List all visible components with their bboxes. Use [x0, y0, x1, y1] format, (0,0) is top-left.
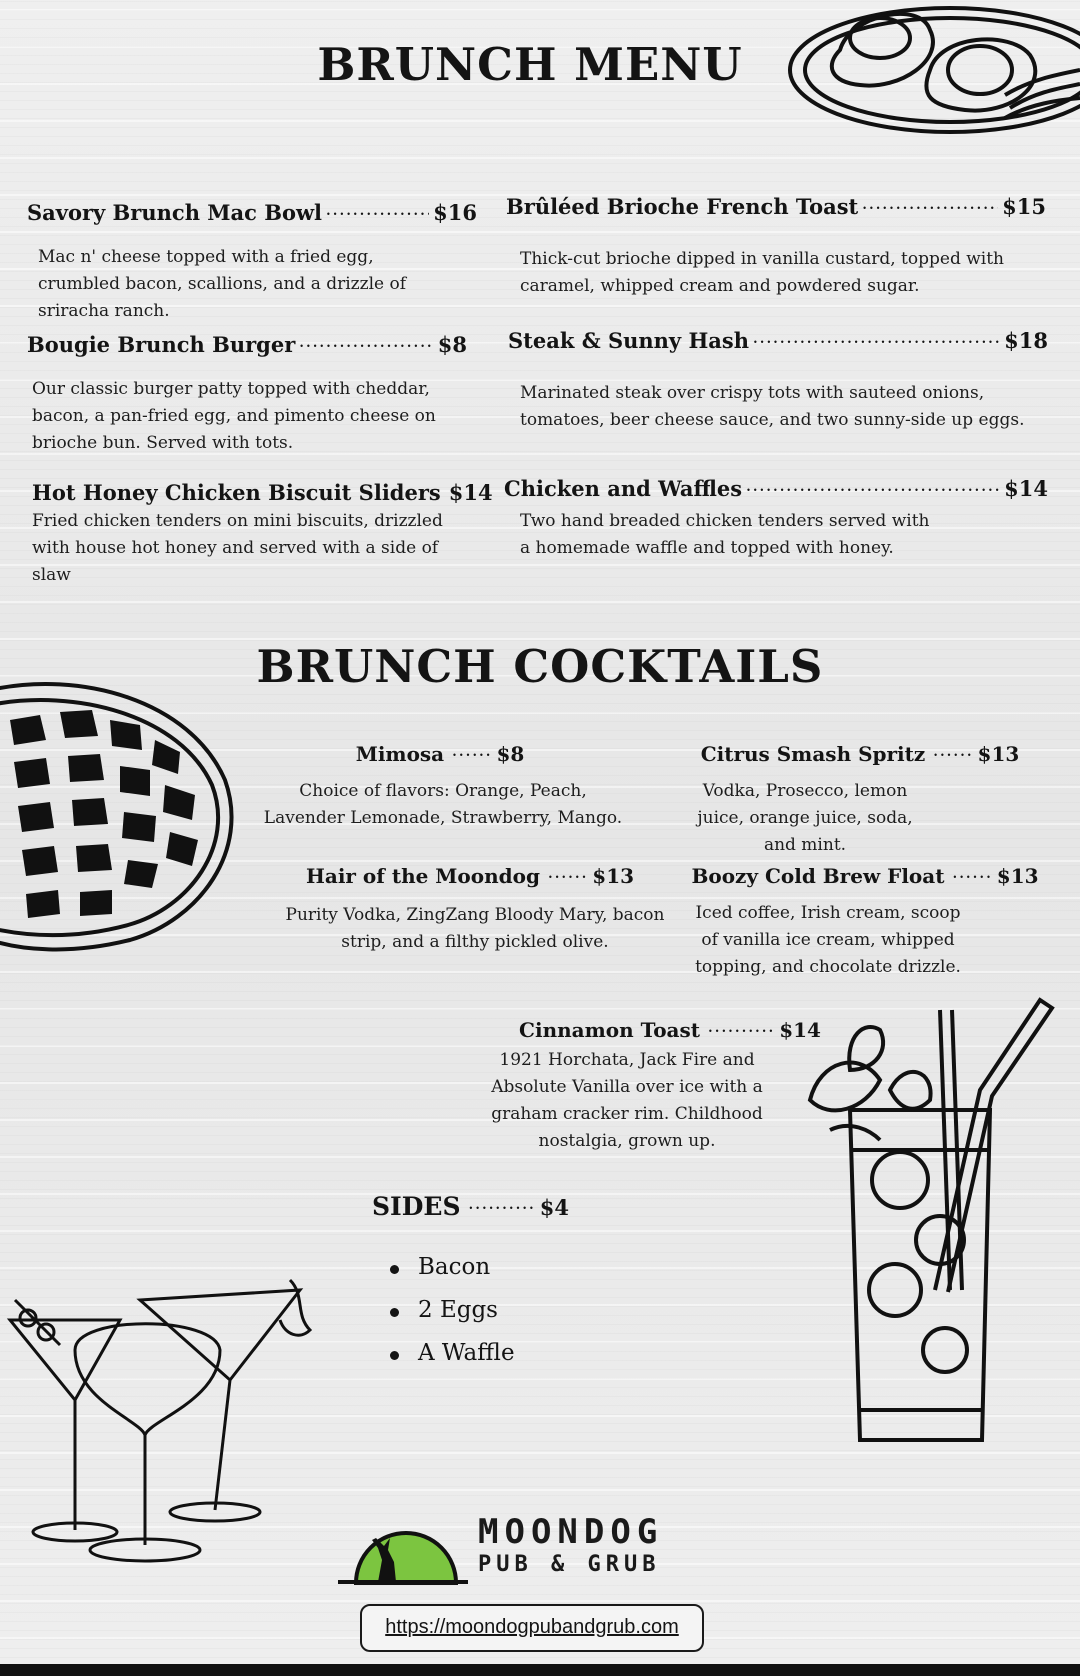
- item-description: Marinated steak over crispy tots with sauteed onions, tomatoes, beer cheese sauce, and two sunny-side up eggs.: [520, 383, 1025, 430]
- item-price: $13: [977, 742, 1020, 766]
- cocktail-mimosa: [255, 742, 625, 766]
- leader-dots: [548, 864, 588, 888]
- menu-title: BRUNCH MENU: [317, 38, 743, 91]
- item-name: Savory Brunch Mac Bowl: [27, 200, 323, 225]
- moondog-logo-icon: [338, 1488, 468, 1588]
- cocktail-cold-brew-float: [680, 864, 1050, 888]
- item-price: $15: [1002, 194, 1046, 219]
- item-name: Cinnamon Toast: [519, 1018, 700, 1042]
- leader-dots: [326, 201, 429, 225]
- item-name: Chicken and Waffles: [504, 476, 743, 501]
- leader-dots: [753, 329, 1000, 353]
- item-name: Boozy Cold Brew Float: [691, 864, 945, 888]
- sides-list: [388, 1254, 515, 1383]
- list-item: A Waffle: [388, 1340, 515, 1383]
- item-name: Bougie Brunch Burger: [27, 332, 296, 357]
- item-description: Two hand breaded chicken tenders served with a homemade waffle and topped with honey.: [520, 511, 930, 558]
- bottom-bar: [0, 1664, 1080, 1676]
- list-item: Bacon: [388, 1254, 515, 1297]
- leader-dots: [299, 333, 434, 357]
- item-price: $8: [437, 332, 467, 357]
- item-description: Choice of flavors: Orange, Peach, Lavender Lemonade, Strawberry, Mango.: [263, 781, 623, 828]
- sides-heading: [372, 1192, 569, 1221]
- item-price: $14: [779, 1018, 821, 1042]
- logo-line2: PUB & GRUB: [478, 1552, 661, 1577]
- item-description: 1921 Horchata, Jack Fire and Absolute Vanilla over ice with a graham cracker rim. Childhood nostalgia, grown up.: [491, 1050, 763, 1151]
- item-description: Mac n' cheese topped with a fried egg, crumbled bacon, scallions, and a drizzle of sriracha ranch.: [38, 247, 407, 321]
- leader-dots: [746, 477, 1000, 501]
- list-item: 2 Eggs: [388, 1297, 515, 1340]
- item-description: Vodka, Prosecco, lemon juice, orange juice, soda, and mint.: [697, 781, 913, 855]
- item-price: $8: [496, 742, 525, 766]
- sides-title: SIDES: [372, 1192, 461, 1221]
- item-description: Our classic burger patty topped with cheddar, bacon, a pan-fried egg, and pimento cheese on brioche bun. Served with tots.: [32, 379, 436, 453]
- item-name: Brûléed Brioche French Toast: [506, 194, 859, 219]
- waffle-icon: [0, 670, 240, 970]
- logo-text: [478, 1512, 663, 1577]
- item-price: $16: [433, 200, 477, 225]
- item-description: Iced coffee, Irish cream, scoop of vanilla ice cream, whipped topping, and chocolate drizzle.: [695, 903, 961, 977]
- leader-dots: [933, 742, 973, 766]
- item-description: Fried chicken tenders on mini biscuits, drizzled with house hot honey and served with a side of slaw: [32, 511, 443, 585]
- menu-item-chicken-sliders: [32, 480, 493, 505]
- menu-item-french-toast: [506, 194, 1046, 219]
- item-price: $18: [1004, 328, 1048, 353]
- leader-dots: [469, 1192, 536, 1221]
- martini-glasses-icon: [0, 1260, 330, 1580]
- menu-item-brunch-burger: [27, 332, 467, 357]
- item-description: Purity Vodka, ZingZang Bloody Mary, bacon strip, and a filthy pickled olive.: [285, 905, 665, 952]
- leader-dots: [452, 742, 492, 766]
- item-name: Mimosa: [355, 742, 445, 766]
- item-price: $13: [592, 864, 635, 888]
- item-price: $13: [996, 864, 1039, 888]
- cocktail-hair-of-the-moondog: [285, 864, 655, 888]
- cocktail-citrus-spritz: [680, 742, 1040, 766]
- menu-item-mac-bowl: [27, 200, 477, 225]
- cocktails-title: BRUNCH COCKTAILS: [256, 640, 824, 693]
- item-price: $14: [1004, 476, 1048, 501]
- item-price: $14: [448, 480, 493, 505]
- item-name: Steak & Sunny Hash: [508, 328, 749, 353]
- logo-line1: MOONDOG: [478, 1512, 664, 1552]
- leader-dots: [708, 1018, 775, 1042]
- item-name: Hair of the Moondog: [305, 864, 540, 888]
- item-name: Hot Honey Chicken Biscuit Sliders: [32, 480, 441, 505]
- item-name: Citrus Smash Spritz: [700, 742, 926, 766]
- cocktail-cinnamon-toast: [470, 1018, 870, 1042]
- sides-price: $4: [539, 1195, 569, 1220]
- item-description: Thick-cut brioche dipped in vanilla custard, topped with caramel, whipped cream and powdered sugar.: [520, 249, 1004, 296]
- mojito-glass-icon: [790, 990, 1060, 1460]
- leader-dots: [952, 864, 992, 888]
- menu-item-chicken-waffles: [504, 476, 1048, 501]
- leader-dots: [862, 195, 998, 219]
- menu-item-steak-hash: [508, 328, 1048, 353]
- website-link[interactable]: https://moondogpubandgrub.com: [360, 1604, 704, 1652]
